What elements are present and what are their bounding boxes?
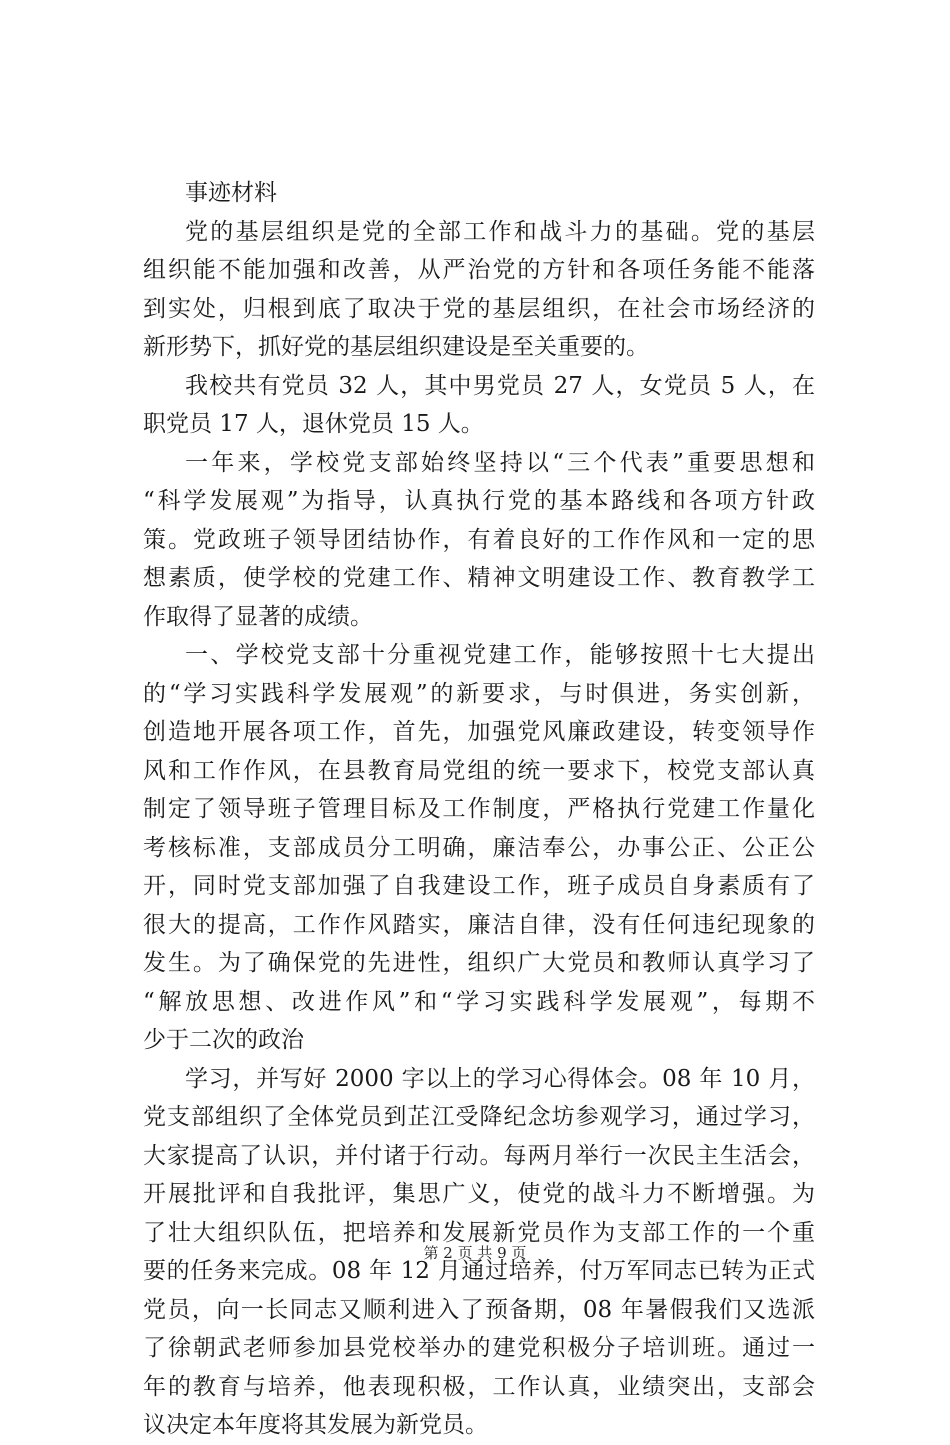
paragraph-1-line-2: 组织能不能加强和改善，从严治党的方针和各项任务能不能落 (143, 257, 815, 283)
paragraph-5-line-5: 了壮大组织队伍，把培养和发展新党员作为支部工作的一个重 (143, 1219, 815, 1246)
paragraph-5-line-10: 议决定本年度将其发展为新党员。 (143, 1412, 488, 1438)
paragraph-4-line-9: 发生。为了确保党的先进性，组织广大党员和教师认真学习了 (143, 950, 815, 976)
paragraph-4-line-3: 创造地开展各项工作，首先，加强党风廉政建设，转变领导作 (143, 719, 815, 745)
paragraph-4-line-5: 制定了领导班子管理目标及工作制度，严格执行党建工作量化 (143, 796, 815, 822)
paragraph-4-line-2: 的“学习实践科学发展观”的新要求，与时俱进，务实创新， (143, 680, 815, 707)
paragraph-3-line-2: “科学发展观”为指导，认真执行党的基本路线和各项方针政 (143, 488, 815, 514)
page-number-footer: 第 2 页 共 9 页 (423, 1244, 527, 1262)
paragraph-5-line-6: 要的任务来完成。08 年 12 月通过培养，付万军同志已转为正式 (143, 1258, 815, 1284)
paragraph-1-line-4: 新形势下，抓好党的基层组织建设是至关重要的。 (143, 334, 649, 360)
paragraph-2-line-1: 我校共有党员 32 人，其中男党员 27 人，女党员 5 人，在 (185, 372, 815, 399)
paragraph-3-line-4: 想素质，使学校的党建工作、精神文明建设工作、教育教学工 (143, 565, 815, 591)
paragraph-1-line-3: 到实处，归根到底了取决于党的基层组织，在社会市场经济的 (143, 295, 815, 322)
paragraph-4-line-1: 一、学校党支部十分重视党建工作，能够按照十七大提出 (185, 642, 815, 668)
paragraph-5-line-7: 党员，向一长同志又顺利进入了预备期，08 年暑假我们又选派 (143, 1296, 815, 1323)
document-title: 事迹材料 (185, 180, 277, 206)
paragraph-5-line-2: 党支部组织了全体党员到芷江受降纪念坊参观学习，通过学习， (143, 1104, 815, 1130)
paragraph-4-line-11: 少于二次的政治 (143, 1027, 304, 1053)
paragraph-4-line-7: 开，同时党支部加强了自我建设工作，班子成员自身素质有了 (143, 873, 815, 899)
paragraph-1-line-1: 党的基层组织是党的全部工作和战斗力的基础。党的基层 (185, 218, 815, 245)
paragraph-5-line-1: 学习，并写好 2000 字以上的学习心得体会。08 年 10 月， (185, 1065, 815, 1092)
paragraph-5-line-8: 了徐朝武老师参加县党校举办的建党积极分子培训班。通过一 (143, 1335, 815, 1361)
paragraph-4-line-10: “解放思想、改进作风”和“学习实践科学发展观”，每期不 (143, 988, 815, 1015)
paragraph-3-line-5: 作取得了显著的成绩。 (143, 603, 373, 630)
paragraph-5-line-4: 开展批评和自我批评，集思广义，使党的战斗力不断增强。为 (143, 1181, 815, 1207)
paragraph-5-line-3: 大家提高了认识，并付诸于行动。每两月举行一次民主生活会， (143, 1142, 815, 1169)
paragraph-5-line-9: 年的教育与培养，他表现积极，工作认真，业绩突出，支部会 (143, 1373, 815, 1400)
paragraph-4-line-6: 考核标准，支部成员分工明确，廉洁奉公，办事公正、公正公 (143, 834, 815, 861)
paragraph-2-line-2: 职党员 17 人，退休党员 15 人。 (143, 411, 484, 437)
paragraph-3-line-3: 策。党政班子领导团结协作，有着良好的工作作风和一定的思 (143, 526, 815, 553)
paragraph-4-line-4: 风和工作作风，在县教育局党组的统一要求下，校党支部认真 (143, 757, 815, 784)
paragraph-4-line-8: 很大的提高，工作作风踏实，廉洁自律，没有任何违纪现象的 (143, 911, 815, 938)
paragraph-3-line-1: 一年来，学校党支部始终坚持以“三个代表”重要思想和 (185, 449, 815, 476)
